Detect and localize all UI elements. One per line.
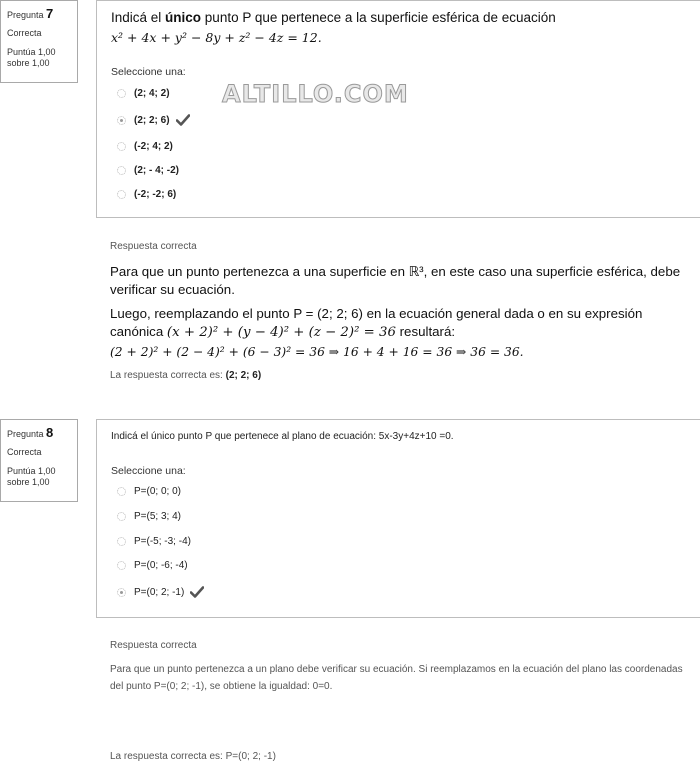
question-box-7 (96, 0, 700, 218)
option-label: (-2; -2; 6) (134, 188, 177, 200)
answer-option[interactable] (117, 556, 188, 574)
feedback-title: Respuesta correcta (110, 241, 197, 252)
radio-icon[interactable] (117, 561, 126, 570)
question-score-line2: sobre 1,00 (7, 476, 50, 487)
option-label: P=(0; 2; -1) (134, 586, 185, 598)
question-score-line1: Puntúa 1,00 (7, 465, 56, 476)
question-score-line2: sobre 1,00 (7, 57, 50, 68)
correct-answer: La respuesta correcta es: P=(0; 2; -1) (110, 751, 276, 762)
option-label: P=(5; 3; 4) (134, 510, 181, 522)
question-state: Correcta (7, 447, 42, 458)
question-number: 7 (46, 6, 54, 21)
question-text: Indicá el único punto P que pertenece al plano de ecuación: 5x-3y+4z+10 =0. (111, 431, 454, 442)
question-label: Pregunta (7, 10, 44, 20)
answer-option[interactable] (117, 532, 191, 550)
feedback-math-line: (2 + 2)² + (2 − 4)² + (6 − 3)² = 36 ⇒ 16 + 4 + 16 = 36 ⇒ 36 = 36. (110, 345, 524, 359)
question-number: 8 (46, 425, 54, 440)
radio-icon[interactable] (117, 89, 126, 98)
select-prompt: Seleccione una: (111, 465, 186, 477)
correct-answer: La respuesta correcta es: (2; 2; 6) (110, 370, 262, 381)
option-label: P=(-5; -3; -4) (134, 535, 191, 547)
question-text-bold: único (165, 10, 202, 25)
option-label: (2; 4; 2) (134, 87, 170, 99)
radio-icon[interactable] (117, 537, 126, 546)
watermark: ALTILLO.COM (222, 80, 409, 108)
option-label: (2; - 4; -2) (134, 164, 179, 176)
select-prompt: Seleccione una: (111, 66, 186, 78)
feedback-text: Para que un punto pertenezca a un plano debe verificar su ecuación. Si reemplazamos en la ecuación del plano las coordenadas del punto P=(0; 2; -1), se obtiene la igualdad: 0=0. (110, 664, 683, 692)
radio-icon[interactable] (117, 512, 126, 521)
question-equation: x² + 4x + y² − 8y + z² − 4z = 12. (111, 30, 322, 45)
radio-icon[interactable] (117, 166, 126, 175)
answer-option[interactable] (117, 507, 181, 525)
option-label: P=(0; -6; -4) (134, 559, 188, 571)
radio-icon[interactable] (117, 142, 126, 151)
question-state: Correcta (7, 28, 42, 39)
answer-option-selected[interactable] (117, 583, 204, 601)
radio-icon[interactable] (117, 190, 126, 199)
radio-icon[interactable] (117, 487, 126, 496)
correct-answer-value: (2; 2; 6) (225, 370, 262, 381)
question-box-8 (96, 419, 700, 618)
answer-option[interactable] (117, 137, 173, 155)
radio-icon[interactable] (117, 116, 126, 125)
question-info-8 (0, 419, 78, 502)
option-label: (-2; 4; 2) (134, 140, 173, 152)
check-icon (176, 114, 190, 126)
feedback-paragraph-2: Luego, reemplazando el punto P = (2; 2; 6) en la ecuación general dada o en su expresión canónica (x + 2)² + (y − 4)² + (z − 2)² = 36 resultará: (110, 306, 643, 340)
check-icon (190, 586, 204, 598)
option-label: P=(0; 0; 0) (134, 485, 181, 497)
question-label: Pregunta (7, 429, 44, 439)
answer-option[interactable] (117, 84, 170, 102)
feedback-title: Respuesta correcta (110, 640, 197, 651)
question-score-line1: Puntúa 1,00 (7, 46, 56, 57)
question-text: Indicá el único punto P que pertenece a la superficie esférica de ecuación (111, 10, 556, 25)
question-info-7 (0, 0, 78, 83)
answer-option-selected[interactable] (117, 111, 190, 129)
option-label: (2; 2; 6) (134, 114, 170, 126)
radio-icon[interactable] (117, 588, 126, 597)
correct-answer-value: P=(0; 2; -1) (225, 751, 276, 762)
feedback-paragraph-1: Para que un punto pertenezca a una superficie en ℝ³, en este caso una superficie esférica, debe verificar su ecuación. (110, 264, 681, 297)
canonical-equation: (x + 2)² + (y − 4)² + (z − 2)² = 36 (166, 325, 396, 340)
answer-option[interactable] (117, 161, 179, 179)
answer-option[interactable] (117, 482, 181, 500)
answer-option[interactable] (117, 185, 176, 203)
